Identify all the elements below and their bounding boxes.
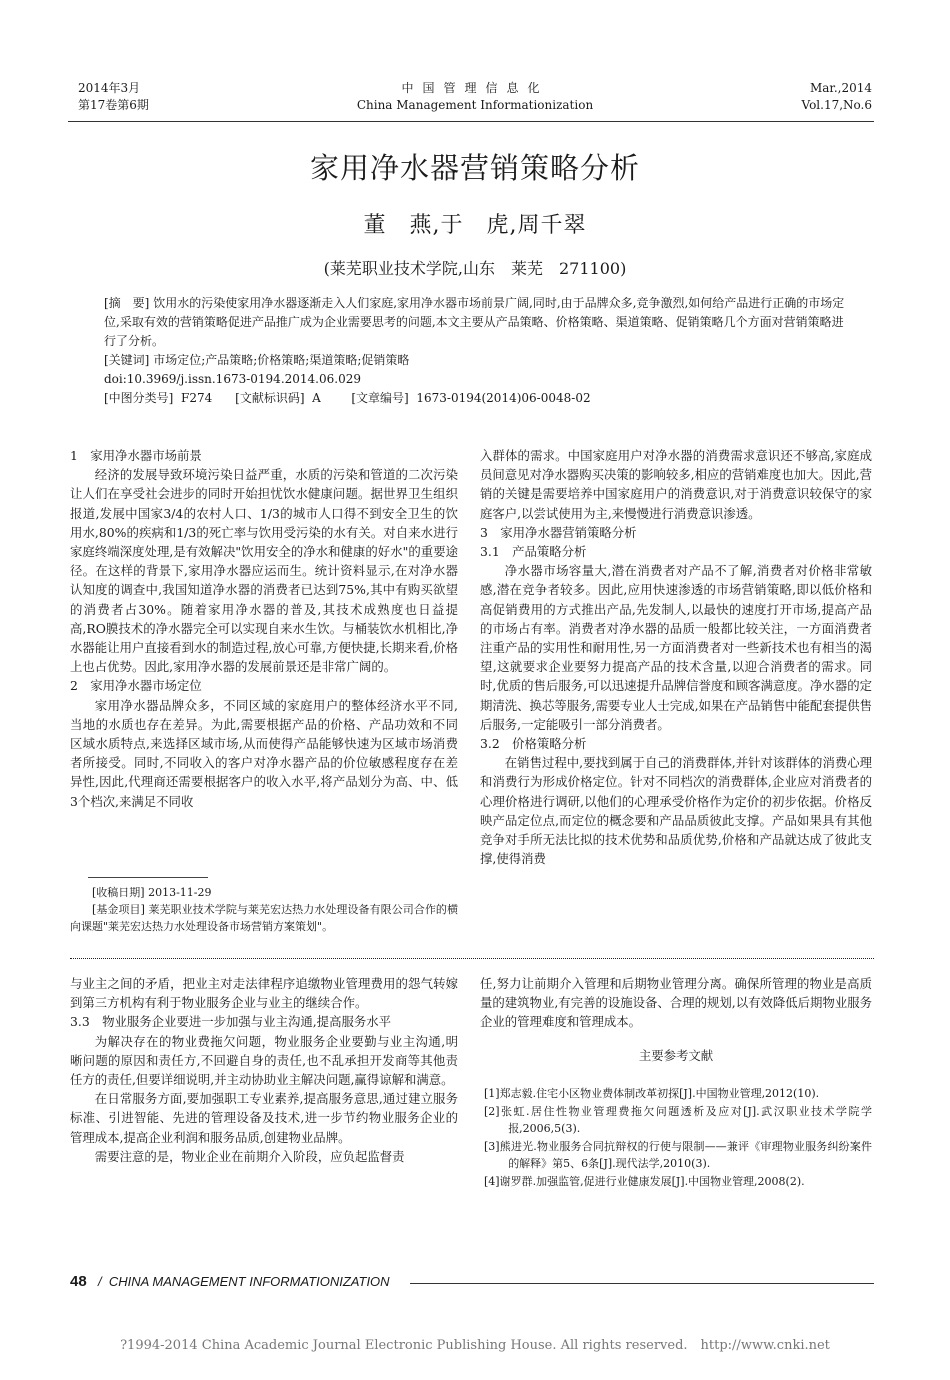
- issue-date-en: Mar.,2014: [809, 81, 872, 95]
- author-affiliation: (莱芜职业技术学院,山东 莱芜 271100): [323, 259, 627, 278]
- issue-volume-cn: 第17卷第6期: [78, 98, 149, 112]
- article-no-label: [文章编号]: [351, 391, 409, 405]
- prev-article-column-left: [70, 974, 458, 1166]
- issue-date-cn: 2014年3月: [78, 81, 141, 95]
- prev-article-column-right: [480, 974, 872, 1191]
- footnote-rule: [88, 877, 208, 878]
- article-authors: 董 燕,于 虎,周千翠: [363, 213, 587, 238]
- footer-journal-name: [98, 1274, 390, 1289]
- journal-name-cn: 中国管理信息化: [401, 81, 549, 95]
- section-heading-3: 3 家用净水器营销策略分析: [480, 524, 637, 540]
- paragraph: 在日常服务方面,要加强职工专业素养,提高服务意思,通过建立服务标准、引进智能、先进的管理设备及技术,进一步节约物业服务企业的管理成本,提高企业利润和服务品质,创建物业品牌。: [70, 1091, 458, 1145]
- section-3-2-paragraph: 在销售过程中,要找到属于自己的消费群体,并针对该群体的消费心理和消费行为形成价格定位。针对不同档次的消费群体,企业应对消费者的心理价格进行调研,以他们的心理承受价格作为定价的初步依据。价格反映产品定位点,而定位的概念要和产品品质彼此支撑。产品如果具有其他竞争对手所无法比拟的技术优势和品质优势,价格和产品就达成了彼此支撑,使得消费: [480, 755, 873, 867]
- keywords: [104, 351, 850, 370]
- section-heading-3-3: 3.3 物业服务企业要进一步加强与业主沟通,提高服务水平: [70, 1014, 392, 1030]
- received-label: [收稿日期]: [92, 886, 145, 899]
- keywords-text: 市场定位;产品策略;价格策略;渠道策略;促销策略: [153, 353, 410, 367]
- reference-item: [2]张虹.居住性物业管理费拖欠问题透析及应对[J].武汉职业技术学院学报,2006,5(3).: [484, 1104, 872, 1135]
- doi: doi:10.3969/j.issn.1673-0194.2014.06.029: [104, 372, 361, 386]
- doc-code-label: [文献标识码]: [235, 391, 305, 405]
- received-value: 2013-11-29: [148, 886, 212, 899]
- fund-text: 莱芜职业技术学院与莱芜宏达热力水处理设备有限公司合作的横向课题"莱芜宏达热力水处理设备市场营销方案策划"。: [70, 903, 458, 933]
- clc-label: [中图分类号]: [104, 391, 174, 405]
- abstract-block: [104, 294, 850, 408]
- section-heading-1: 1 家用净水器市场前景: [70, 448, 202, 463]
- fund-project: [70, 901, 458, 935]
- references-list: [480, 1085, 872, 1190]
- footnote: [70, 884, 458, 935]
- article-column-left: [70, 446, 458, 811]
- classification-line: [104, 389, 850, 408]
- doc-code-value: A: [312, 391, 321, 405]
- keywords-label: [关键词]: [104, 353, 150, 367]
- references-title: 主要参考文献: [638, 1047, 714, 1063]
- fund-label: [基金项目]: [92, 903, 145, 916]
- footer-journal-title: CHINA MANAGEMENT INFORMATIONIZATION: [108, 1274, 390, 1289]
- reference-item: [1]郑志毅.住宅小区物业费体制改革初探[J].中国物业管理,2012(10).: [484, 1086, 820, 1100]
- header-rule: [68, 121, 874, 122]
- section-heading-3-1: 3.1 产品策略分析: [480, 544, 587, 560]
- paragraph: 需要注意的是，物业企业在前期介入阶段，应负起监督责: [94, 1148, 405, 1164]
- running-header-right: [802, 80, 873, 114]
- section-3-1-paragraph: 净水器市场容量大,潜在消费者对产品不了解,消费者对价格非常敏感,潜在竞争者较多。因此,应用快速渗透的市场营销策略,即以低价格和高促销费用的方式推出产品,先发制人,以最快的速度打开市场,提高产品的市场占有率。消费者对净水器的品质一般都比较关注，一方面消费者注重产品的实用性和耐用性,另一方面消费者对一些新技术也有相当的渴望,这就要求企业要努力提高产品的技术含量,以迎合消费者的需求。同时,优质的售后服务,可以迅速提升品牌信誉度和顾客满意度。净水器的定期清洗、换芯等服务,需要专业人士完成,如果在产品销售中能配套提供售后服务,一定能吸引一部分消费者。: [480, 563, 872, 732]
- abstract-label: [摘 要]: [104, 296, 150, 310]
- section-heading-2: 2 家用净水器市场定位: [70, 678, 202, 694]
- journal-name-en: China Management Informationization: [356, 98, 594, 112]
- article-column-right: [480, 446, 872, 868]
- article-title: 家用净水器营销策略分析: [309, 151, 640, 185]
- clc-value: F274: [181, 391, 213, 405]
- footer-rule: [410, 1283, 874, 1284]
- copyright-notice: ?1994-2014 China Academic Journal Electronic Publishing House. All rights reserved. http://www.cnki.net: [120, 1338, 830, 1353]
- section-1-paragraph: 经济的发展导致环境污染日益严重，水质的污染和管道的二次污染让人们在享受社会进步的同时开始担忧饮水健康问题。据世界卫生组织报道,发展中国家3/4的农村人口、1/3的城市人口得不到安全卫生的饮用水,80%的疾病和1/3的死亡率与饮用受污染的水有关。对自来水进行家庭终端深度处理,是有效解决"饮用安全的净水和健康的好水"的重要途径。在这样的背景下,家用净水器应运而生。统计资料显示,在对净水器认知度的调查中,我国知道净水器的消费者已达到75%,其中有购买欲望的消费者占30%。随着家用净水器的普及,其技术成熟度也日益提高,RO膜技术的净水器完全可以实现自来水生饮。与桶装饮水机相比,净水器能让用户直接看到水的制造过程,放心可靠,方便快捷,长期来看,价格上也占优势。因此,家用净水器的发展前景还是非常广阔的。: [70, 467, 458, 675]
- abstract: [104, 294, 850, 351]
- reference-item: [3]熊进光.物业服务合同抗辩权的行使与限制——兼评《审理物业服务纠纷案件的解释》第5、6条[J].现代法学,2010(3).: [484, 1139, 872, 1170]
- article-separator: [70, 958, 874, 959]
- continued-paragraph: 任,努力让前期介入管理和后期物业管理分离。确保所管理的物业是高质量的建筑物业,有完善的设施设备、合理的规划,以有效降低后期物业服务企业的管理难度和管理成本。: [480, 976, 872, 1030]
- abstract-text: 饮用水的污染使家用净水器逐渐走入人们家庭,家用净水器市场前景广阔,同时,由于品牌众多,竞争激烈,如何给产品进行正确的市场定位,采取有效的营销策略促进产品推广成为企业需要思考的问题,本文主要从产品策略、价格策略、渠道策略、促销策略几个方面对营销策略进行了分析。: [104, 296, 845, 348]
- section-2-paragraph: 家用净水器品牌众多，不同区域的家庭用户的整体经济水平不同,当地的水质也存在差异。为此,需要根据产品的价格、产品功效和不同区域水质特点,来选择区域市场,从而使得产品能够快速为区域市场消费者所接受。同时,不同收入的客户对净水器产品的价位敏感程度存在差异性,因此,代理商还需要根据客户的收入水平,将产品划分为高、中、低3个档次,来满足不同收: [70, 697, 458, 809]
- footer-slash: /: [98, 1274, 102, 1289]
- page-number: 48: [70, 1273, 87, 1290]
- continued-paragraph: 入群体的需求。中国家庭用户对净水器的消费需求意识还不够高,家庭成员间意见对净水器购买决策的影响较多,相应的营销难度也加大。因此,营销的关键是需要培养中国家庭用户的消费意识,对于消费意识较保守的家庭客户,以尝试使用为主,来慢慢进行消费意识渗透。: [480, 448, 872, 521]
- article-no-value: 1673-0194(2014)06-0048-02: [416, 391, 591, 405]
- reference-item: [4]谢罗群.加强监管,促进行业健康发展[J].中国物业管理,2008(2).: [484, 1174, 805, 1188]
- paragraph: 为解决存在的物业费拖欠问题，物业服务企业要勤与业主沟通,明晰问题的原因和责任方,不回避自身的责任,也不乱承担开发商等其他责任方的责任,但要详细说明,并主动协助业主解决问题,赢得谅解和满意。: [70, 1033, 458, 1088]
- section-heading-3-2: 3.2 价格策略分析: [480, 736, 587, 752]
- issue-volume-en: Vol.17,No.6: [801, 98, 872, 112]
- page-footer: [70, 1273, 874, 1293]
- received-date: [70, 884, 458, 901]
- continued-paragraph: 与业主之间的矛盾，把业主对走法律程序追缴物业管理费用的怨气转嫁到第三方机构有利于物业服务企业与业主的继续合作。: [70, 976, 458, 1011]
